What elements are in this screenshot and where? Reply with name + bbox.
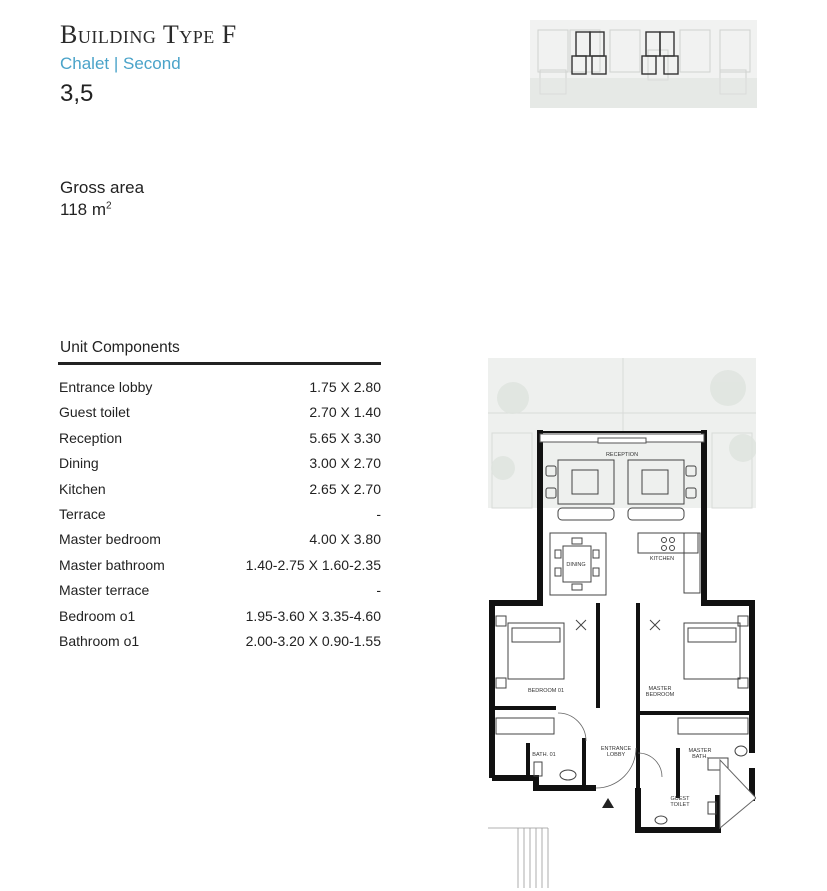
- component-dimensions: 4.00 X 3.80: [309, 531, 381, 548]
- components-table: [59, 375, 381, 654]
- table-row: [59, 578, 381, 603]
- label-bath-01: BATH. 01: [532, 752, 556, 758]
- table-row: [59, 629, 381, 654]
- table-row: [59, 527, 381, 552]
- building-type-title: Building Type F: [60, 20, 237, 49]
- table-row: [59, 451, 381, 476]
- component-name: Terrace: [59, 505, 106, 522]
- component-name: Master bedroom: [59, 531, 161, 548]
- label-bedroom-01: BEDROOM 01: [527, 688, 565, 694]
- floor-plan: [488, 358, 756, 888]
- table-row: [59, 502, 381, 527]
- component-name: Bathroom o1: [59, 632, 140, 649]
- label-dining: DINING: [566, 562, 586, 568]
- component-name: Master terrace: [59, 582, 150, 599]
- component-dimensions: 2.65 X 2.70: [309, 480, 381, 497]
- table-row: [59, 400, 381, 425]
- gross-area-value: [60, 200, 112, 220]
- label-reception: RECEPTION: [605, 452, 639, 458]
- component-name: Guest toilet: [59, 404, 130, 421]
- table-row: [59, 426, 381, 451]
- table-row: [59, 477, 381, 502]
- label-master-bedroom: MASTER: [648, 686, 672, 692]
- label-lobby: LOBBY: [606, 752, 626, 758]
- component-dimensions: -: [376, 582, 381, 599]
- table-row: [59, 375, 381, 400]
- label-entrance: ENTRANCE: [600, 746, 632, 752]
- label-guest: GUEST: [670, 796, 690, 802]
- gross-area-number: 118 m: [60, 200, 106, 219]
- component-dimensions: 5.65 X 3.30: [309, 429, 381, 446]
- gross-area-unit-sup: 2: [106, 200, 112, 212]
- label-toilet: TOILET: [670, 802, 690, 808]
- table-row: [59, 553, 381, 578]
- gross-area-label: Gross area: [60, 178, 145, 197]
- unit-number: 3,5: [60, 80, 94, 107]
- label-master-bath-2: BATH.: [692, 754, 708, 760]
- table-row: [59, 604, 381, 629]
- component-name: Master bathroom: [59, 556, 165, 573]
- component-name: Reception: [59, 429, 123, 446]
- component-dimensions: 1.95-3.60 X 3.35-4.60: [245, 607, 381, 624]
- component-name: Entrance lobby: [59, 379, 153, 395]
- component-dimensions: 3.00 X 2.70: [309, 455, 381, 472]
- component-name: Bedroom o1: [59, 607, 136, 624]
- label-master-bath: MASTER: [688, 748, 712, 754]
- component-dimensions: 2.70 X 1.40: [309, 404, 381, 421]
- component-name: Kitchen: [59, 480, 106, 497]
- component-dimensions: 1.40-2.75 X 1.60-2.35: [245, 556, 381, 573]
- unit-subtitle: Chalet | Second: [60, 54, 181, 73]
- component-dimensions: -: [376, 505, 381, 522]
- component-dimensions: 2.00-3.20 X 0.90-1.55: [245, 632, 381, 649]
- label-kitchen: KITCHEN: [649, 556, 675, 562]
- label-master-bedroom-2: BEDROOM: [645, 692, 675, 698]
- component-name: Dining: [59, 455, 99, 472]
- entrance-arrow-icon: [602, 798, 614, 808]
- key-plan-thumbnail: [530, 20, 757, 108]
- unit-components-title: Unit Components: [60, 339, 180, 356]
- components-divider: [58, 362, 381, 365]
- component-dimensions: 1.75 X 2.80: [309, 379, 381, 395]
